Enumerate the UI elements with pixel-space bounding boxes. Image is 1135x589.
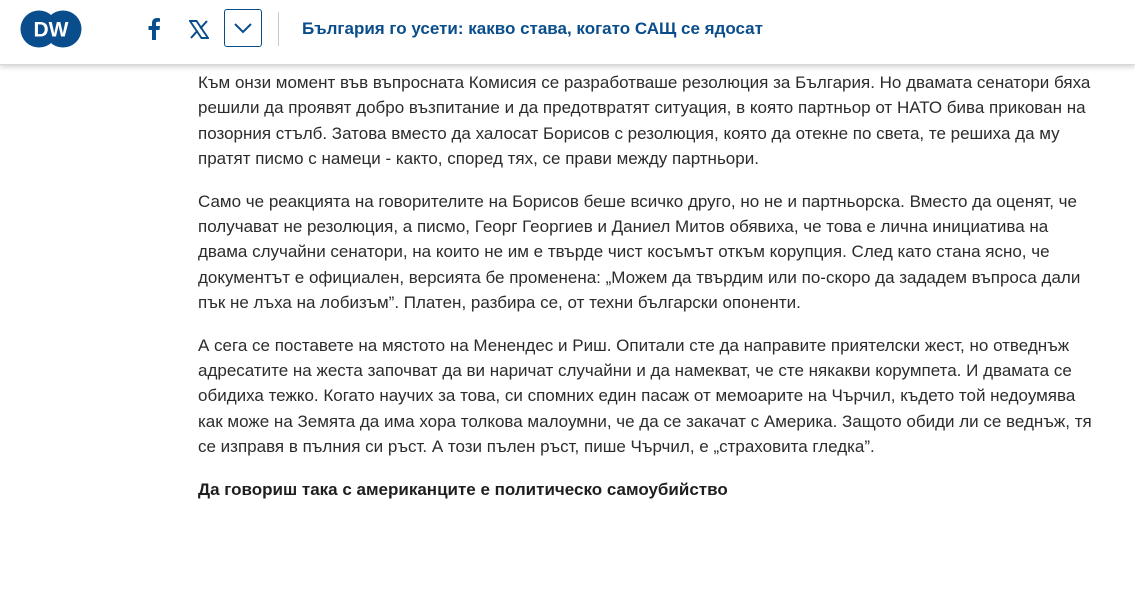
article-paragraph: Само че реакцията на говорителите на Борисов беше всичко друго, но не и партньорска. Вместо да оценят, че получават не резолюция, а писмо, Георг Георгиев и Даниел Митов обявиха, че това е лична инициатива на двама случайни сенатори, на които не им е твърде чист косъмът откъм корупция. След като стана ясно, че документът е официален, версията бе променена: „Можем да твърдим или по-скоро да зададем въпроса дали пък не лъха на лобизъм”. Платен, разбира се, от техни български опоненти. [198,191,1081,313]
facebook-icon [147,18,161,40]
dw-logo[interactable] [19,9,83,49]
logo-text: DW [33,18,69,42]
article-body [198,70,1093,502]
chevron-down-icon [233,22,253,34]
x-share-button[interactable] [185,8,213,50]
article-headline[interactable]: България го усети: какво става, когато САЩ се ядосат [302,19,763,38]
x-icon [189,20,209,39]
header-divider [278,12,279,46]
facebook-share-button[interactable] [141,8,167,50]
article-subheading: Да говориш така с американците е политическо самоубийство [198,479,728,499]
article-paragraph: А сега се поставете на мястото на Менендес и Риш. Опитали сте да направите приятелски жест, но отведнъж адресатите на жеста започват да ви наричат случайни и да намекват, че сте някакви корумпета. И двамата се обидиха тежко. Когато научих за това, си спомних един пасаж от мемоарите на Чърчил, където той недоумява как може на Земята да има хора толкова малоумни, че да се закачат с Америка. Защото обиди ли се веднъж, тя се изправя в пълния си ръст. А този пълен ръст, пише Чърчил, е „страховита гледка”. [198,335,1092,457]
article-paragraph: Към онзи момент във въпросната Комисия се разработваше резолюция за България. Но двамата сенатори бяха решили да проявят добро възпитание и да предотвратят ситуация, в която партньор от НАТО бива прикован на позорния стълб. Затова вместо да халосат Борисов с резолюция, която да отекне по света, те решиха да му пратят писмо с намеци - както, според тях, се прави между партньори. [198,73,1091,169]
dw-logo-icon [19,9,83,49]
site-header [0,0,1135,65]
more-share-options-button[interactable] [224,9,262,47]
